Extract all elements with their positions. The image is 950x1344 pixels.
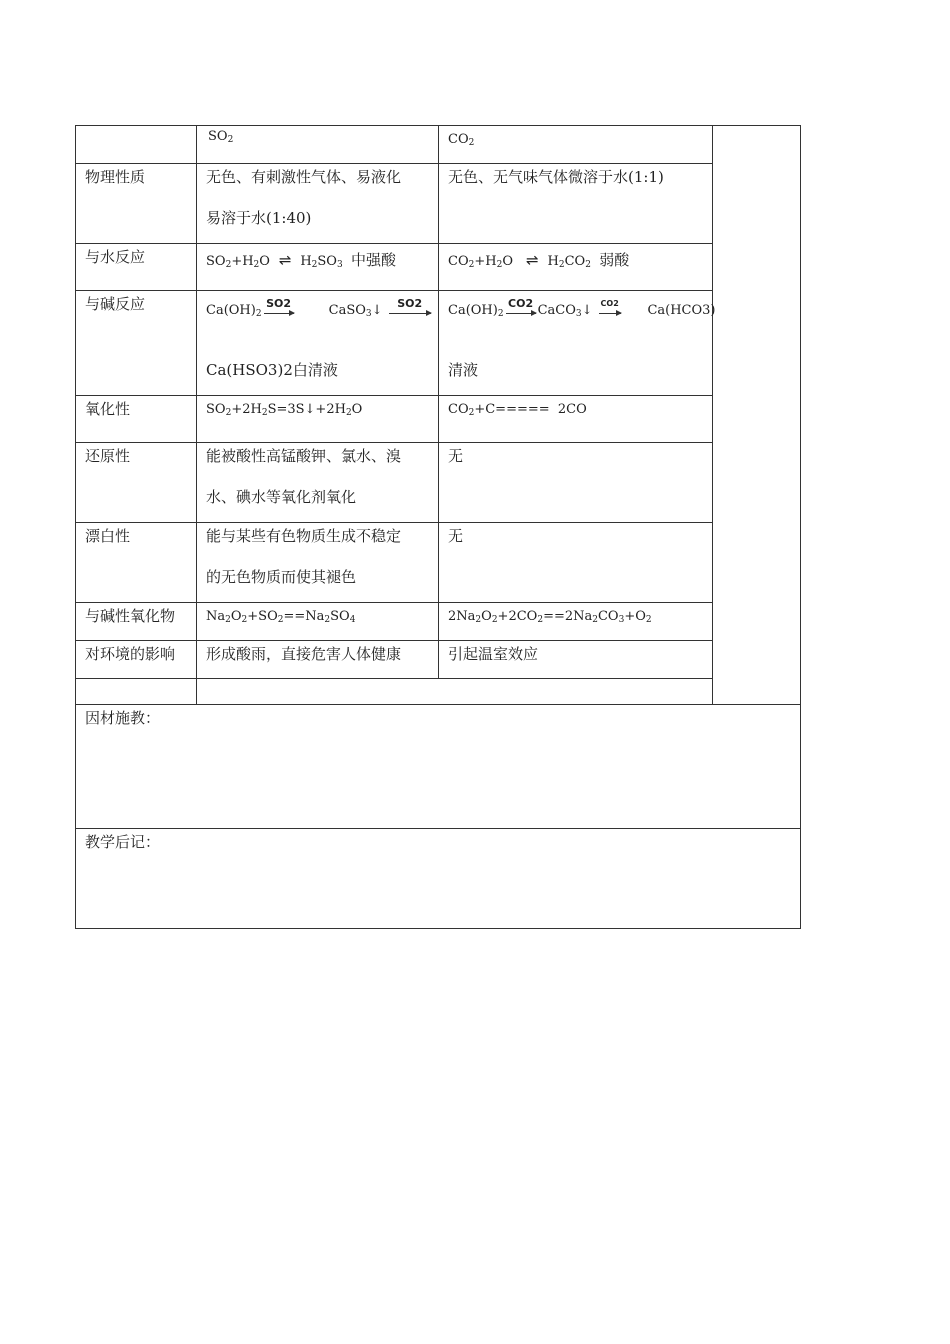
co2-reducing: 无 bbox=[448, 447, 464, 465]
divider bbox=[196, 125, 197, 704]
so2-physical-line2: 易溶于水(1:40) bbox=[206, 209, 312, 227]
co2-physical: 无色、无气味气体微溶于水(1:1) bbox=[448, 168, 664, 186]
divider bbox=[75, 522, 713, 523]
divider bbox=[75, 828, 800, 829]
divider bbox=[75, 290, 713, 291]
header-co2: $CO_2$ bbox=[448, 132, 475, 148]
so2-base-reaction: $Ca(OH)_2$ SO2 CaSO$_3$↓ SO2 bbox=[206, 301, 433, 321]
row-label-physical: 物理性质 bbox=[85, 168, 146, 186]
row-label-base: 与碱反应 bbox=[85, 295, 146, 313]
reaction-arrow: CO2 bbox=[506, 307, 536, 314]
so2-water-reaction: $SO_2+H_2O$ ⇌ $H_2SO_3$ 中强酸 bbox=[206, 251, 396, 270]
divider bbox=[75, 395, 713, 396]
so2-physical-line1: 无色、有刺激性气体、易液化 bbox=[206, 168, 402, 186]
divider bbox=[75, 602, 713, 603]
row-label-basic-oxide: 与碱性氧化物 bbox=[85, 607, 176, 625]
teaching-notes-label: 教学后记： bbox=[85, 833, 161, 851]
co2-bleaching: 无 bbox=[448, 527, 464, 545]
reaction-arrow: CO2 bbox=[599, 307, 621, 314]
co2-environment: 引起温室效应 bbox=[448, 645, 539, 663]
adapt-teaching-label: 因材施教： bbox=[85, 709, 161, 727]
so2-reducing-line2: 水、碘水等氧化剂氧化 bbox=[206, 488, 357, 506]
row-label-reducing: 还原性 bbox=[85, 447, 131, 465]
so2-bleaching-line2: 的无色物质而使其褪色 bbox=[206, 568, 357, 586]
row-label-oxidizing: 氧化性 bbox=[85, 400, 131, 418]
divider bbox=[712, 125, 713, 704]
so2-environment: 形成酸雨，直接危害人体健康 bbox=[206, 645, 402, 663]
row-label-environment: 对环境的影响 bbox=[85, 645, 176, 663]
row-label-water: 与水反应 bbox=[85, 248, 146, 266]
divider bbox=[75, 243, 713, 244]
so2-base-result: Ca(HSO3)2白清液 bbox=[206, 361, 338, 379]
divider bbox=[75, 163, 713, 164]
so2-bleaching-line1: 能与某些有色物质生成不稳定 bbox=[206, 527, 402, 545]
co2-water-reaction: $CO_2+H_2O$ ⇌ $H_2CO_2$ 弱酸 bbox=[448, 251, 630, 270]
divider bbox=[75, 640, 713, 641]
divider bbox=[75, 704, 800, 705]
so2-oxidizing: $SO_2+2H_2S=3S↓+2H_2O$ bbox=[206, 402, 363, 418]
co2-basic-oxide: $2Na_2O_2+2CO_2==2Na_2CO_3+O_2$ bbox=[448, 609, 652, 625]
reaction-arrow: SO2 bbox=[264, 307, 294, 314]
co2-base-reaction: $Ca(OH)_2$ CO2 CaCO$_3$↓ CO2 Ca(HCO3) bbox=[448, 297, 716, 319]
divider bbox=[438, 125, 439, 678]
lesson-plan-table bbox=[75, 125, 800, 928]
co2-oxidizing: $CO_2+C===== 2CO$ bbox=[448, 402, 587, 418]
so2-reducing-line1: 能被酸性高锰酸钾、氯水、溴 bbox=[206, 447, 402, 465]
row-label-bleaching: 漂白性 bbox=[85, 527, 131, 545]
so2-basic-oxide: $Na_2O_2+SO_2==Na_2SO_4$ bbox=[206, 609, 356, 625]
co2-base-result: 清液 bbox=[448, 361, 479, 379]
divider bbox=[75, 442, 713, 443]
divider bbox=[75, 678, 713, 679]
header-so2: $SO_2$ bbox=[208, 129, 234, 145]
reaction-arrow: SO2 bbox=[389, 307, 431, 314]
